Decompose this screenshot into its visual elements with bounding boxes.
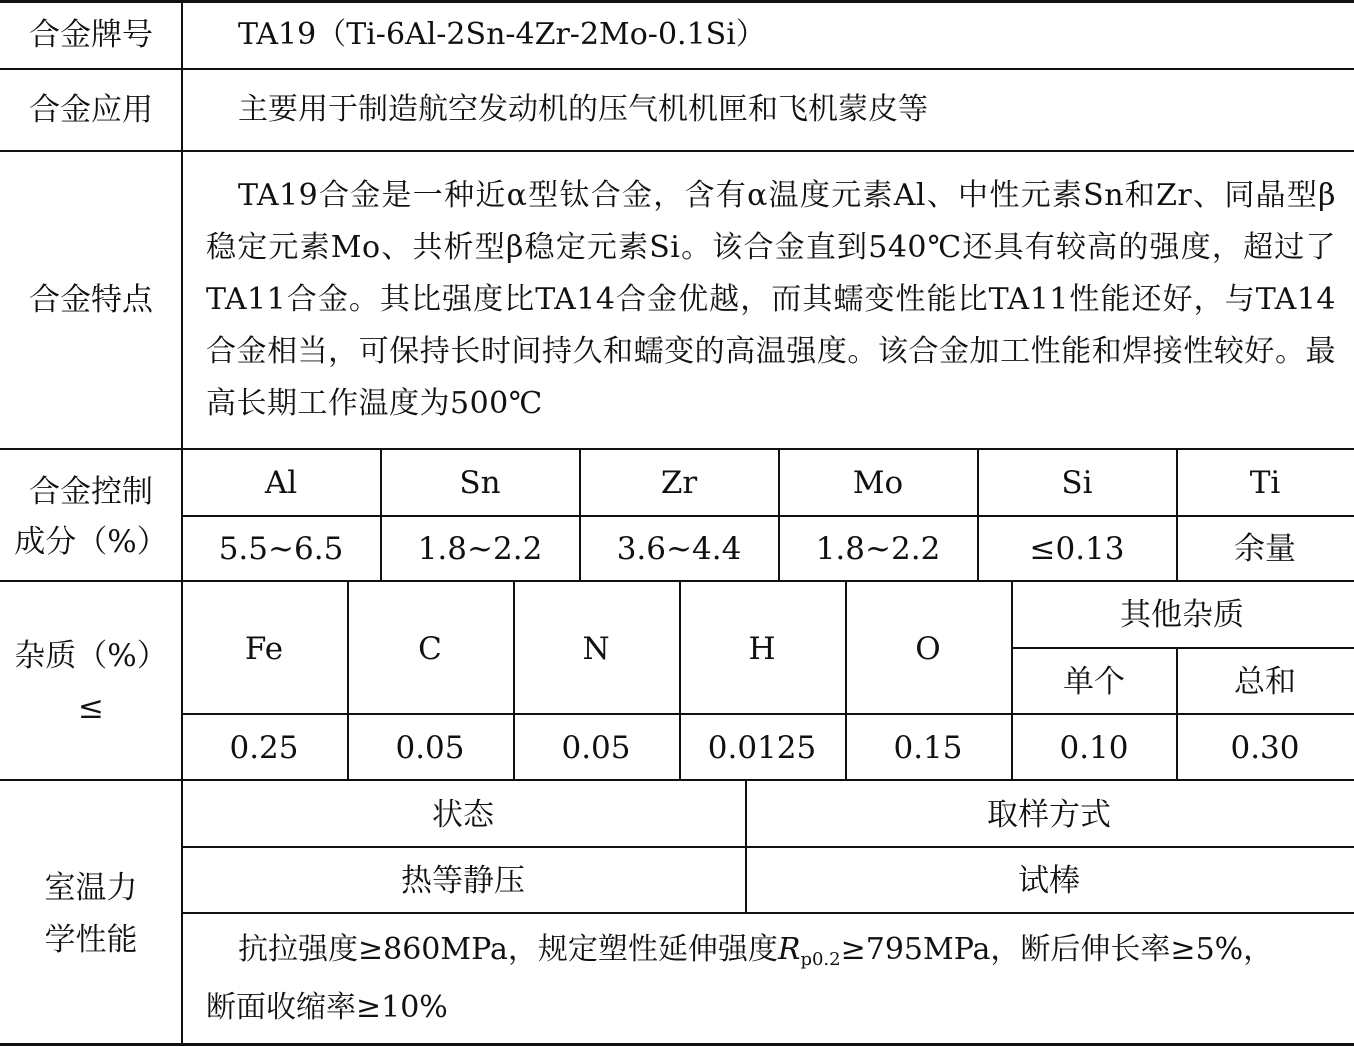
props-subscript: p0.2 bbox=[800, 949, 841, 970]
impurity-value: 0.10 bbox=[1059, 730, 1129, 766]
table-bottom-border bbox=[0, 1043, 1354, 1046]
composition-element: Ti bbox=[1249, 465, 1281, 501]
other-impurities-header: 其他杂质 bbox=[1120, 597, 1244, 633]
mechanical-properties bbox=[206, 922, 1336, 988]
column-divider bbox=[1176, 647, 1178, 780]
column-divider bbox=[579, 448, 581, 581]
row-divider bbox=[182, 713, 1354, 715]
impurity-value: 0.05 bbox=[395, 730, 465, 766]
table-top-border bbox=[0, 0, 1354, 3]
composition-element: Sn bbox=[459, 465, 501, 501]
mechanical-properties-line2: 断面收缩率≥10% bbox=[206, 990, 448, 1025]
impurities-label-line1: 杂质（%） bbox=[14, 638, 168, 674]
props-symbol: R bbox=[777, 932, 801, 967]
impurity-element: C bbox=[418, 631, 442, 667]
column-divider bbox=[1011, 580, 1013, 780]
row-divider bbox=[0, 68, 1354, 70]
column-divider bbox=[513, 580, 515, 780]
features-text: TA19合金是一种近α型钛合金，含有α温度元素Al、中性元素Sn和Zr、同晶型β稳定元素Mo、共析型β稳定元素Si。该合金直到540℃还具有较高的强度，超过了TA11合金。其比强度比TA14合金优越，而其蠕变性能比TA11性能还好，与TA14合金相当，可保持长时间持久和蠕变的高温强度。该合金加工性能和焊接性较好。最高长期工作温度为500℃ bbox=[206, 178, 1336, 421]
row-divider bbox=[1012, 647, 1354, 649]
composition-value: 1.8~2.2 bbox=[417, 531, 543, 567]
mechanical-label-line2: 学性能 bbox=[44, 922, 138, 958]
impurity-value: 0.0125 bbox=[707, 730, 817, 766]
grade-label: 合金牌号 bbox=[29, 17, 153, 53]
column-divider bbox=[778, 448, 780, 581]
state-header: 状态 bbox=[432, 797, 494, 833]
application-label: 合金应用 bbox=[29, 92, 153, 128]
impurities-label-line2: ≤ bbox=[78, 690, 104, 726]
other-impurities-single: 单个 bbox=[1063, 664, 1125, 700]
column-divider bbox=[845, 580, 847, 780]
column-divider bbox=[1176, 448, 1178, 581]
composition-value: 余量 bbox=[1234, 531, 1296, 567]
column-divider bbox=[745, 779, 747, 913]
state-value: 热等静压 bbox=[401, 863, 525, 899]
props-part1: 抗拉强度≥860MPa，规定塑性延伸强度 bbox=[238, 932, 778, 967]
column-divider bbox=[679, 580, 681, 780]
row-divider bbox=[0, 448, 1354, 450]
impurity-element: H bbox=[748, 631, 776, 667]
sampling-value: 试棒 bbox=[1018, 863, 1080, 899]
composition-value: 1.8~2.2 bbox=[815, 531, 941, 567]
impurity-value: 0.15 bbox=[893, 730, 963, 766]
composition-value: 3.6~4.4 bbox=[616, 531, 742, 567]
row-divider bbox=[182, 912, 1354, 914]
column-divider bbox=[347, 580, 349, 780]
column-divider bbox=[380, 448, 382, 581]
column-divider bbox=[977, 448, 979, 581]
composition-value: 5.5~6.5 bbox=[218, 531, 344, 567]
impurity-value: 0.30 bbox=[1230, 730, 1300, 766]
sampling-header: 取样方式 bbox=[987, 797, 1111, 833]
impurity-element: N bbox=[582, 631, 610, 667]
composition-label-line1: 合金控制 bbox=[29, 474, 153, 510]
impurity-value: 0.25 bbox=[229, 730, 299, 766]
grade-value: TA19（Ti-6Al-2Sn-4Zr-2Mo-0.1Si） bbox=[238, 17, 766, 52]
impurity-value: 0.05 bbox=[561, 730, 631, 766]
mechanical-label-line1: 室温力 bbox=[44, 870, 138, 906]
row-divider bbox=[0, 150, 1354, 152]
composition-element: Mo bbox=[852, 465, 904, 501]
row-divider bbox=[0, 779, 1354, 781]
row-divider bbox=[0, 580, 1354, 582]
row-divider bbox=[182, 515, 1354, 517]
application-value: 主要用于制造航空发动机的压气机机匣和飞机蒙皮等 bbox=[238, 92, 928, 127]
impurity-element: Fe bbox=[244, 631, 284, 667]
composition-label-line2: 成分（%） bbox=[14, 524, 168, 560]
props-part2: ≥795MPa，断后伸长率≥5%， bbox=[840, 932, 1274, 967]
row-divider bbox=[182, 846, 1354, 848]
composition-element: Si bbox=[1061, 465, 1093, 501]
composition-element: Al bbox=[264, 465, 298, 501]
label-column-divider bbox=[181, 0, 183, 1046]
features-label: 合金特点 bbox=[29, 282, 153, 318]
other-impurities-total: 总和 bbox=[1234, 664, 1296, 700]
composition-element: Zr bbox=[660, 465, 698, 501]
composition-value: ≤0.13 bbox=[1029, 531, 1125, 567]
impurity-element: O bbox=[915, 631, 941, 667]
